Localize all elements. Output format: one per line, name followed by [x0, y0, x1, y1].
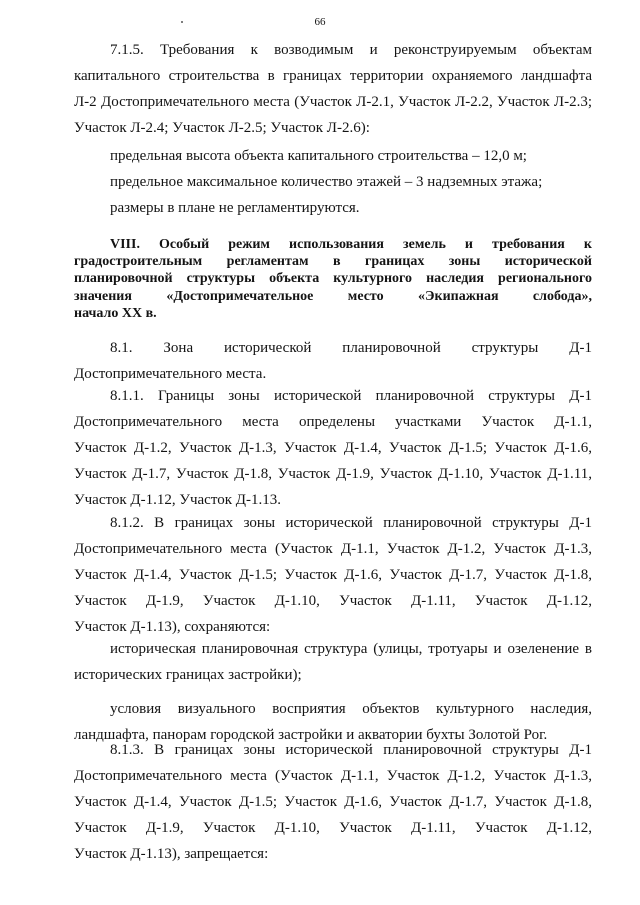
text-line: Участок Л-2.4; Участок Л-2.5; Участок Л-2.6):	[74, 120, 370, 137]
scan-speck	[181, 21, 183, 23]
text-line: Достопримечательного места определены участками Участок Д-1.1,	[74, 414, 592, 431]
text-line: Участок Д-1.9, Участок Д-1.10, Участок Д-1.11, Участок Д-1.12,	[74, 820, 592, 837]
text-line: Участок Д-1.9, Участок Д-1.10, Участок Д-1.11, Участок Д-1.12,	[74, 593, 592, 610]
text-line: 8.1.1. Границы зоны исторической планировочной структуры Д-1	[110, 388, 592, 404]
heading-line: начало XX в.	[74, 305, 157, 321]
list-item: историческая планировочная структура (улицы, тротуары и озеленение в	[110, 641, 592, 657]
heading-line: планировочной структуры объекта культурного наследия регионального	[74, 271, 592, 287]
heading-line: градостроительным регламентам в границах зоны исторической	[74, 254, 592, 270]
text-line: 8.1.3. В границах зоны исторической планировочной структуры Д-1	[110, 742, 592, 758]
heading-line: значения «Достопримечательное место «Экипажная слобода»,	[74, 288, 592, 304]
list-item: условия визуального восприятия объектов культурного наследия,	[110, 701, 592, 718]
text-line: Участок Д-1.7, Участок Д-1.8, Участок Д-1.9, Участок Д-1.10, Участок Д-1.11,	[74, 466, 592, 483]
text-line: Достопримечательного места (Участок Д-1.1, Участок Д-1.2, Участок Д-1.3,	[74, 541, 592, 558]
text-line: Достопримечательного места (Участок Д-1.1, Участок Д-1.2, Участок Д-1.3,	[74, 768, 592, 785]
list-item: предельная высота объекта капитального строительства – 12,0 м;	[110, 148, 527, 164]
page-number: 66	[314, 16, 326, 28]
paragraph-7-1-5	[74, 37, 592, 141]
text-line: Достопримечательного места.	[74, 366, 267, 383]
text-line: Участок Д-1.13), сохраняются:	[74, 619, 271, 636]
text-line: Участок Д-1.13), запрещается:	[74, 846, 269, 863]
list-7-1-5	[74, 143, 592, 221]
heading-line: VIII. Особый режим использования земель и требования к	[110, 237, 592, 252]
section-heading	[74, 236, 592, 322]
list-item-continuation: исторических границах застройки);	[74, 667, 302, 684]
paragraph-8-1-2	[74, 510, 592, 640]
text-line: Участок Д-1.4, Участок Д-1.5; Участок Д-1.6, Участок Д-1.7, Участок Д-1.8,	[74, 567, 592, 584]
text-line: Участок Д-1.2, Участок Д-1.3, Участок Д-1.4, Участок Д-1.5; Участок Д-1.6,	[74, 440, 592, 457]
text-line: 8.1. Зона исторической планировочной структуры Д-1	[110, 340, 592, 356]
paragraph-8-1	[74, 335, 592, 387]
text-line: 8.1.2. В границах зоны исторической планировочной структуры Д-1	[110, 515, 592, 531]
paragraph-8-1-3	[74, 737, 592, 867]
text-line: капитального строительства в границах территории охраняемого ландшафта	[74, 68, 592, 85]
text-line: Участок Д-1.4, Участок Д-1.5; Участок Д-1.6, Участок Д-1.7, Участок Д-1.8,	[74, 794, 592, 811]
list-item: размеры в плане не регламентируются.	[110, 200, 360, 217]
paragraph-8-1-1	[74, 383, 592, 513]
text-line: Участок Д-1.12, Участок Д-1.13.	[74, 492, 281, 509]
list-item-continuation: ландшафта, панорам городской застройки и акватории бухты Золотой Рог.	[74, 727, 548, 744]
list-8-1-2	[74, 636, 592, 748]
text-line: 7.1.5. Требования к возводимым и реконструируемым объектам	[110, 42, 592, 58]
text-line: Л-2 Достопримечательного места (Участок Л-2.1, Участок Л-2.2, Участок Л-2.3;	[74, 94, 592, 111]
list-item: предельное максимальное количество этажей – 3 надземных этажа;	[110, 174, 543, 191]
